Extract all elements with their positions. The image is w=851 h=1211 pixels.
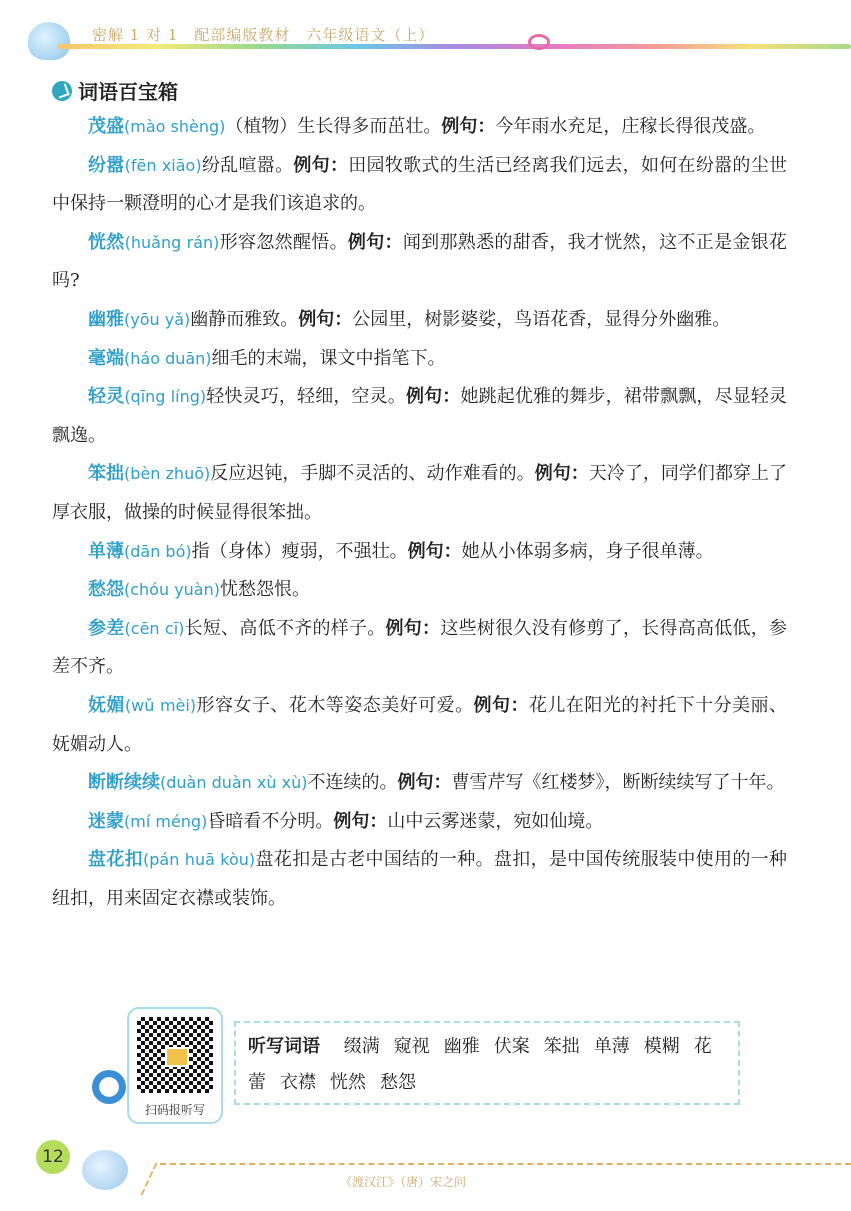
vocab-word: 笨拙 [88,463,125,485]
example-label: 例句： [385,617,441,639]
dictation-word: 单薄 [593,1036,630,1057]
vocab-entry [52,803,787,842]
vocab-pinyin: (huǎng rán) [124,232,220,252]
vocab-definition: 昏暗看不分明。 [207,810,334,832]
vocab-pinyin: (duàn duàn xù xù) [160,773,308,793]
vocab-word: 单薄 [88,540,124,562]
vocab-example: 天冷了，同学们都穿上了厚衣服，做操的时候显得很笨拙。 [52,463,788,523]
example-label: 例句： [441,116,496,137]
vocab-example: 今年雨水充足，庄稼长得很茂盛。 [495,116,766,137]
footer-divider [160,1163,851,1165]
vocab-entry [52,147,787,224]
section-title [52,76,178,105]
vocab-example: 曹雪芹写《红楼梦》，断断续续写了十年。 [451,772,785,794]
dictation-word: 幽雅 [443,1036,480,1057]
vocab-pinyin: (wǔ mèi) [124,695,197,715]
example-label: 例句： [405,386,461,408]
vocab-entry [52,687,787,764]
vocab-definition: 长短、高低不齐的样子。 [184,617,386,639]
vocab-definition: 忧愁怨恨。 [220,579,310,601]
vocab-word: 轻灵 [88,386,125,408]
mascot-illustration-footer [82,1150,128,1190]
example-label: 例句： [347,231,403,253]
mascot-illustration [28,22,70,60]
ribbon-loop [528,34,550,50]
vocab-example: 田园牧歌式的生活已经离我们远去，如何在纷嚣的尘世中保持一颗澄明的心才是我们该追求的。 [52,154,788,215]
vocab-word: 盘花扣 [88,849,144,871]
vocab-pinyin: (chóu yuàn) [124,580,220,600]
vocab-entry [52,764,787,803]
vocab-entry [52,301,787,340]
vocab-definition: 形容女子、花木等姿态美好可爱。 [196,694,474,716]
vocab-pinyin: (yōu yǎ) [124,309,191,329]
vocab-pinyin: (mào shèng) [124,117,226,136]
vocab-word: 茂盛 [88,116,124,137]
example-label: 例句： [473,694,529,716]
vocab-entry [52,533,787,572]
vocab-definition: 细毛的末端，课文中指笔下。 [211,347,446,369]
vocab-definition: 纷乱喧嚣。 [201,154,294,176]
vocab-definition: 指（身体）瘦弱，不强壮。 [191,540,408,562]
vocab-entry [52,108,787,147]
qr-code-icon[interactable] [137,1017,213,1093]
vocab-entry [52,841,787,918]
vocab-entry [52,571,787,610]
vocab-word: 毫端 [88,347,124,369]
vocab-word: 纷嚣 [88,154,125,176]
example-label: 例句： [298,308,353,330]
vocab-word: 迷蒙 [88,810,124,832]
qr-label: 扫码报听写 [144,1103,205,1117]
rainbow-divider [58,44,851,49]
example-label: 例句： [293,154,349,176]
example-label: 例句： [407,540,462,562]
section-title-text: 词语百宝箱 [78,80,178,104]
dictation-word: 恍然 [330,1072,366,1093]
vocab-pinyin: (qīng líng) [124,387,207,407]
footer-text: 《渡汉江》（唐）宋之问 [340,1175,467,1189]
vocab-pinyin: (fēn xiāo) [124,155,202,175]
vocab-example: 山中云雾迷蒙，宛如仙境。 [387,810,604,832]
dictation-title: 听写词语 [248,1036,320,1057]
vocab-entry [52,610,787,687]
qr-logo [165,1047,189,1067]
example-label: 例句： [534,463,589,485]
vocab-word: 幽雅 [88,308,124,330]
vocab-entry [52,378,787,455]
vocab-pinyin: (pán huā kòu) [143,850,256,870]
vocab-definition: 幽静而雅致。 [190,308,299,330]
vocab-entry [52,455,787,532]
vocab-word: 愁怨 [88,579,124,601]
vocab-example: 花儿在阳光的衬托下十分美丽、妩媚动人。 [52,694,788,755]
vocab-example: 公园里，树影婆娑，鸟语花香，显得分外幽雅。 [352,308,731,330]
dictation-word: 衣襟 [280,1072,316,1093]
dictation-word: 窥视 [393,1036,430,1057]
vocab-definition: 形容忽然醒悟。 [219,231,348,253]
vocab-pinyin: (dān bó) [124,541,192,561]
vocab-word: 妩媚 [88,694,125,716]
vocab-pinyin: (háo duān) [124,348,212,368]
dictation-word: 伏案 [493,1036,530,1057]
vocab-pinyin: (mí méng) [124,811,208,831]
dictation-word: 花蕾 [248,1036,712,1093]
header-title: 密解 1 对 1 配部编版教材 六年级语文（上） [92,26,435,44]
clock-mascot-icon [92,1070,126,1104]
vocab-definition: 盘花扣是古老中国结的一种。盘扣，是中国传统服装中使用的一种纽扣，用来固定衣襟或装饰。 [52,849,788,909]
dictation-word: 模糊 [643,1036,680,1057]
vocab-definition: 轻快灵巧，轻细，空灵。 [206,386,406,408]
vocab-example: 她跳起优雅的舞步，裙带飘飘，尽显轻灵飘逸。 [52,386,788,446]
example-label: 例句： [333,810,388,832]
section-check-icon [52,81,72,101]
vocab-word: 断断续续 [88,772,160,794]
qr-code-card[interactable] [127,1007,223,1124]
dictation-word: 愁怨 [380,1072,416,1093]
vocabulary-list [52,108,787,918]
dictation-box [234,1021,740,1105]
vocab-entry [52,224,787,301]
page-number: 12 [36,1140,70,1174]
vocab-example: 闻到那熟悉的甜香，我才恍然，这不正是金银花吗? [52,231,788,292]
vocab-example: 这些树很久没有修剪了，长得高高低低，参差不齐。 [52,617,788,678]
vocab-entry [52,340,787,379]
vocab-pinyin: (bèn zhuō) [124,464,211,484]
page-header [0,0,851,70]
vocab-definition: （植物）生长得多而茁壮。 [225,116,442,137]
example-label: 例句： [397,772,452,794]
vocab-word: 恍然 [88,231,125,253]
vocab-definition: 不连续的。 [307,772,398,794]
dictation-word: 缀满 [343,1036,380,1057]
dictation-word: 笨拙 [543,1036,580,1057]
vocab-pinyin: (cēn cī) [124,618,185,638]
vocab-example: 她从小体弱多病，身子很单薄。 [461,540,714,562]
vocab-word: 参差 [88,617,125,639]
footer-divider-slash [141,1163,160,1195]
vocab-definition: 反应迟钝，手脚不灵活的、动作难看的。 [210,463,535,485]
